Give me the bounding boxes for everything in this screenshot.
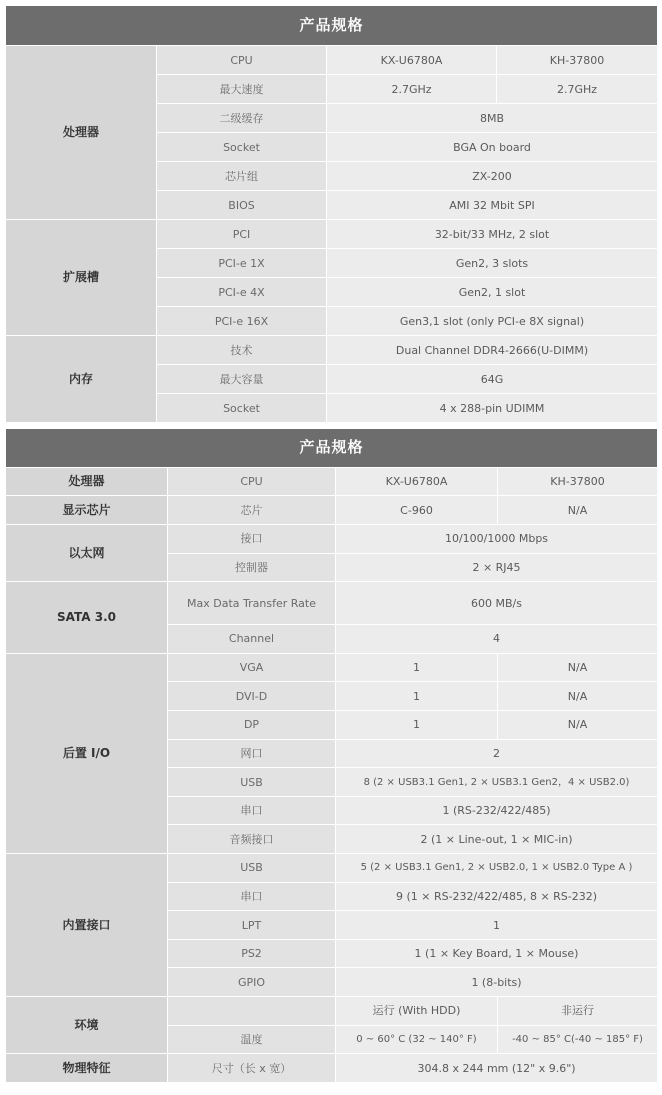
cell-value: N/A xyxy=(498,653,658,682)
cell-value: Gen3,1 slot (only PCI-e 8X signal) xyxy=(327,307,658,336)
cell-value: 600 MB/s xyxy=(336,582,658,625)
cell-value: 32-bit/33 MHz, 2 slot xyxy=(327,220,658,249)
cell-value: 64G xyxy=(327,365,658,394)
cell-value: 2.7GHz xyxy=(497,75,658,104)
cell-value: KH-37800 xyxy=(498,467,658,496)
row-label: PS2 xyxy=(168,939,336,968)
row-label: 二级缓存 xyxy=(157,104,327,133)
cell-value: 2.7GHz xyxy=(327,75,497,104)
row-label: LPT xyxy=(168,911,336,940)
cell-value: 304.8 x 244 mm (12" x 9.6") xyxy=(336,1054,658,1083)
column-header-operating: 运行 (With HDD) xyxy=(336,997,498,1026)
row-label: 芯片 xyxy=(168,496,336,525)
cell-value: BGA On board xyxy=(327,133,658,162)
row-label: PCI-e 16X xyxy=(157,307,327,336)
cell-value: 0 ~ 60° C (32 ~ 140° F) xyxy=(336,1025,498,1054)
cell-value: N/A xyxy=(498,711,658,740)
cell-value: 5 (2 × USB3.1 Gen1, 2 × USB2.0, 1 × USB2.0 Type A ) xyxy=(336,854,658,883)
row-label: Channel xyxy=(168,625,336,654)
row-label: 技术 xyxy=(157,336,327,365)
category-processor: 处理器 xyxy=(6,467,168,496)
row-label: 尺寸（长 x 宽） xyxy=(168,1054,336,1083)
cell-value: 4 x 288-pin UDIMM xyxy=(327,394,658,423)
row-label: 温度 xyxy=(168,1025,336,1054)
category-ethernet: 以太网 xyxy=(6,525,168,582)
table-title: 产品规格 xyxy=(6,6,658,46)
cell-value: C-960 xyxy=(336,496,498,525)
cell-value: 1 xyxy=(336,711,498,740)
cell-value: KX-U6780A xyxy=(336,467,498,496)
row-label: GPIO xyxy=(168,968,336,997)
row-label: CPU xyxy=(157,46,327,75)
cell-value: Gen2, 3 slots xyxy=(327,249,658,278)
row-label: USB xyxy=(168,768,336,797)
cell-value: 9 (1 × RS-232/422/485, 8 × RS-232) xyxy=(336,882,658,911)
column-header-non-operating: 非运行 xyxy=(498,997,658,1026)
cell-value: 1 (8-bits) xyxy=(336,968,658,997)
row-label: 串口 xyxy=(168,882,336,911)
row-label: Max Data Transfer Rate xyxy=(168,582,336,625)
row-label: 控制器 xyxy=(168,553,336,582)
cell-value: Dual Channel DDR4-2666(U-DIMM) xyxy=(327,336,658,365)
row-label: 音频接口 xyxy=(168,825,336,854)
cell-value: KH-37800 xyxy=(497,46,658,75)
category-internal-connectors: 内置接口 xyxy=(6,854,168,997)
row-label: CPU xyxy=(168,467,336,496)
cell-value: 1 xyxy=(336,653,498,682)
cell-value: 10/100/1000 Mbps xyxy=(336,525,658,554)
row-label: 接口 xyxy=(168,525,336,554)
category-rear-io: 后置 I/O xyxy=(6,653,168,853)
row-label: PCI xyxy=(157,220,327,249)
row-label: 网口 xyxy=(168,739,336,768)
row-label: PCI-e 4X xyxy=(157,278,327,307)
cell-value: 8 (2 × USB3.1 Gen1, 2 × USB3.1 Gen2，4 × USB2.0) xyxy=(336,768,658,797)
category-sata: SATA 3.0 xyxy=(6,582,168,654)
category-processor: 处理器 xyxy=(6,46,157,220)
cell-value: 1 (1 × Key Board, 1 × Mouse) xyxy=(336,939,658,968)
cell-value: N/A xyxy=(498,496,658,525)
cell-value: 2 × RJ45 xyxy=(336,553,658,582)
cell-value: 1 xyxy=(336,911,658,940)
row-label-empty xyxy=(168,997,336,1026)
category-physical: 物理特征 xyxy=(6,1054,168,1083)
cell-value: AMI 32 Mbit SPI xyxy=(327,191,658,220)
row-label: DP xyxy=(168,711,336,740)
row-label: PCI-e 1X xyxy=(157,249,327,278)
cell-value: KX-U6780A xyxy=(327,46,497,75)
row-label: 最大速度 xyxy=(157,75,327,104)
cell-value: Gen2, 1 slot xyxy=(327,278,658,307)
row-label: VGA xyxy=(168,653,336,682)
cell-value: -40 ~ 85° C(-40 ~ 185° F) xyxy=(498,1025,658,1054)
category-memory: 内存 xyxy=(6,336,157,423)
row-label: 芯片组 xyxy=(157,162,327,191)
cell-value: N/A xyxy=(498,682,658,711)
spec-table-2 xyxy=(5,428,658,1083)
row-label: Socket xyxy=(157,133,327,162)
cell-value: 1 xyxy=(336,682,498,711)
row-label: 串口 xyxy=(168,796,336,825)
cell-value: 2 (1 × Line-out, 1 × MIC-in) xyxy=(336,825,658,854)
row-label: Socket xyxy=(157,394,327,423)
category-environment: 环境 xyxy=(6,997,168,1054)
category-expansion-slots: 扩展槽 xyxy=(6,220,157,336)
cell-value: 4 xyxy=(336,625,658,654)
table-title: 产品规格 xyxy=(6,429,658,468)
row-label: DVI-D xyxy=(168,682,336,711)
cell-value: 8MB xyxy=(327,104,658,133)
cell-value: ZX-200 xyxy=(327,162,658,191)
category-graphics: 显示芯片 xyxy=(6,496,168,525)
spec-table-1 xyxy=(5,5,658,423)
cell-value: 2 xyxy=(336,739,658,768)
row-label: BIOS xyxy=(157,191,327,220)
row-label: USB xyxy=(168,854,336,883)
cell-value: 1 (RS-232/422/485) xyxy=(336,796,658,825)
row-label: 最大容量 xyxy=(157,365,327,394)
